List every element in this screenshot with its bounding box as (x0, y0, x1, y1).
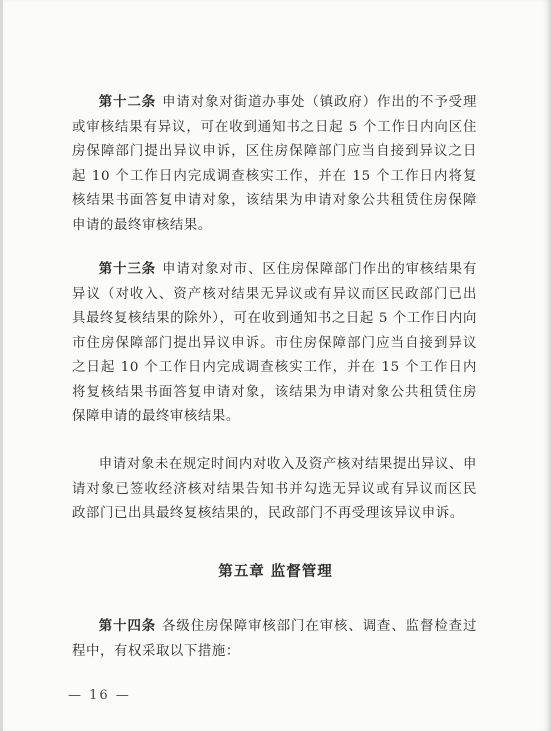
page-edge (0, 0, 3, 731)
article-13-paragraph (72, 257, 477, 430)
chapter-title: 第五章 监督管理 (218, 563, 333, 580)
paragraph-3 (72, 453, 477, 527)
article-13 (72, 257, 477, 430)
page-number: — 16 — (68, 688, 131, 703)
article-12 (72, 90, 477, 238)
article-13-text: 申请对象对市、区住房保障部门作出的审核结果有异议（对收入、资产核对结果无异议或有异议而区民政部门已出具最终复核结果的除外），可在收到通知书之日起 5 个工作日内向市住房保障部门提出异议申诉。市住房保障部门应当自接到异议之日起 10 个工作日内完成调查核实工作，并在 15 个工作日内将复核结果书面答复申请对象，该结果为申请对象公共租赁住房保障申请的最终审核结果。 (72, 262, 477, 424)
article-14-label: 第十四条 (98, 618, 157, 634)
article-12-text: 申请对象对街道办事处（镇政府）作出的不予受理或审核结果有异议，可在收到通知书之日起 5 个工作日内向区住房保障部门提出异议申诉，区住房保障部门应当自接到异议之日起 10 个工作日内完成调查核实工作，并在 15 个工作日内将复核结果书面答复申请对象，该结果为申请对象公共租赁住房保障申请的最终审核结果。 (72, 95, 477, 233)
article-12-label: 第十二条 (98, 94, 157, 110)
article-14-text: 各级住房保障审核部门在审核、调查、监督检查过程中，有权采取以下措施： (72, 619, 477, 659)
article-14-paragraph (72, 614, 477, 664)
article-14 (72, 614, 477, 664)
paragraph-3-text: 申请对象未在规定时间内对收入及资产核对结果提出异议、申请对象已签收经济核对结果告知书并勾选无异议或有异议而区民政部门已出具最终复核结果的，民政部门不再受理该异议申诉。 (72, 457, 477, 521)
article-13-label: 第十三条 (98, 261, 157, 277)
article-12-paragraph (72, 90, 477, 238)
